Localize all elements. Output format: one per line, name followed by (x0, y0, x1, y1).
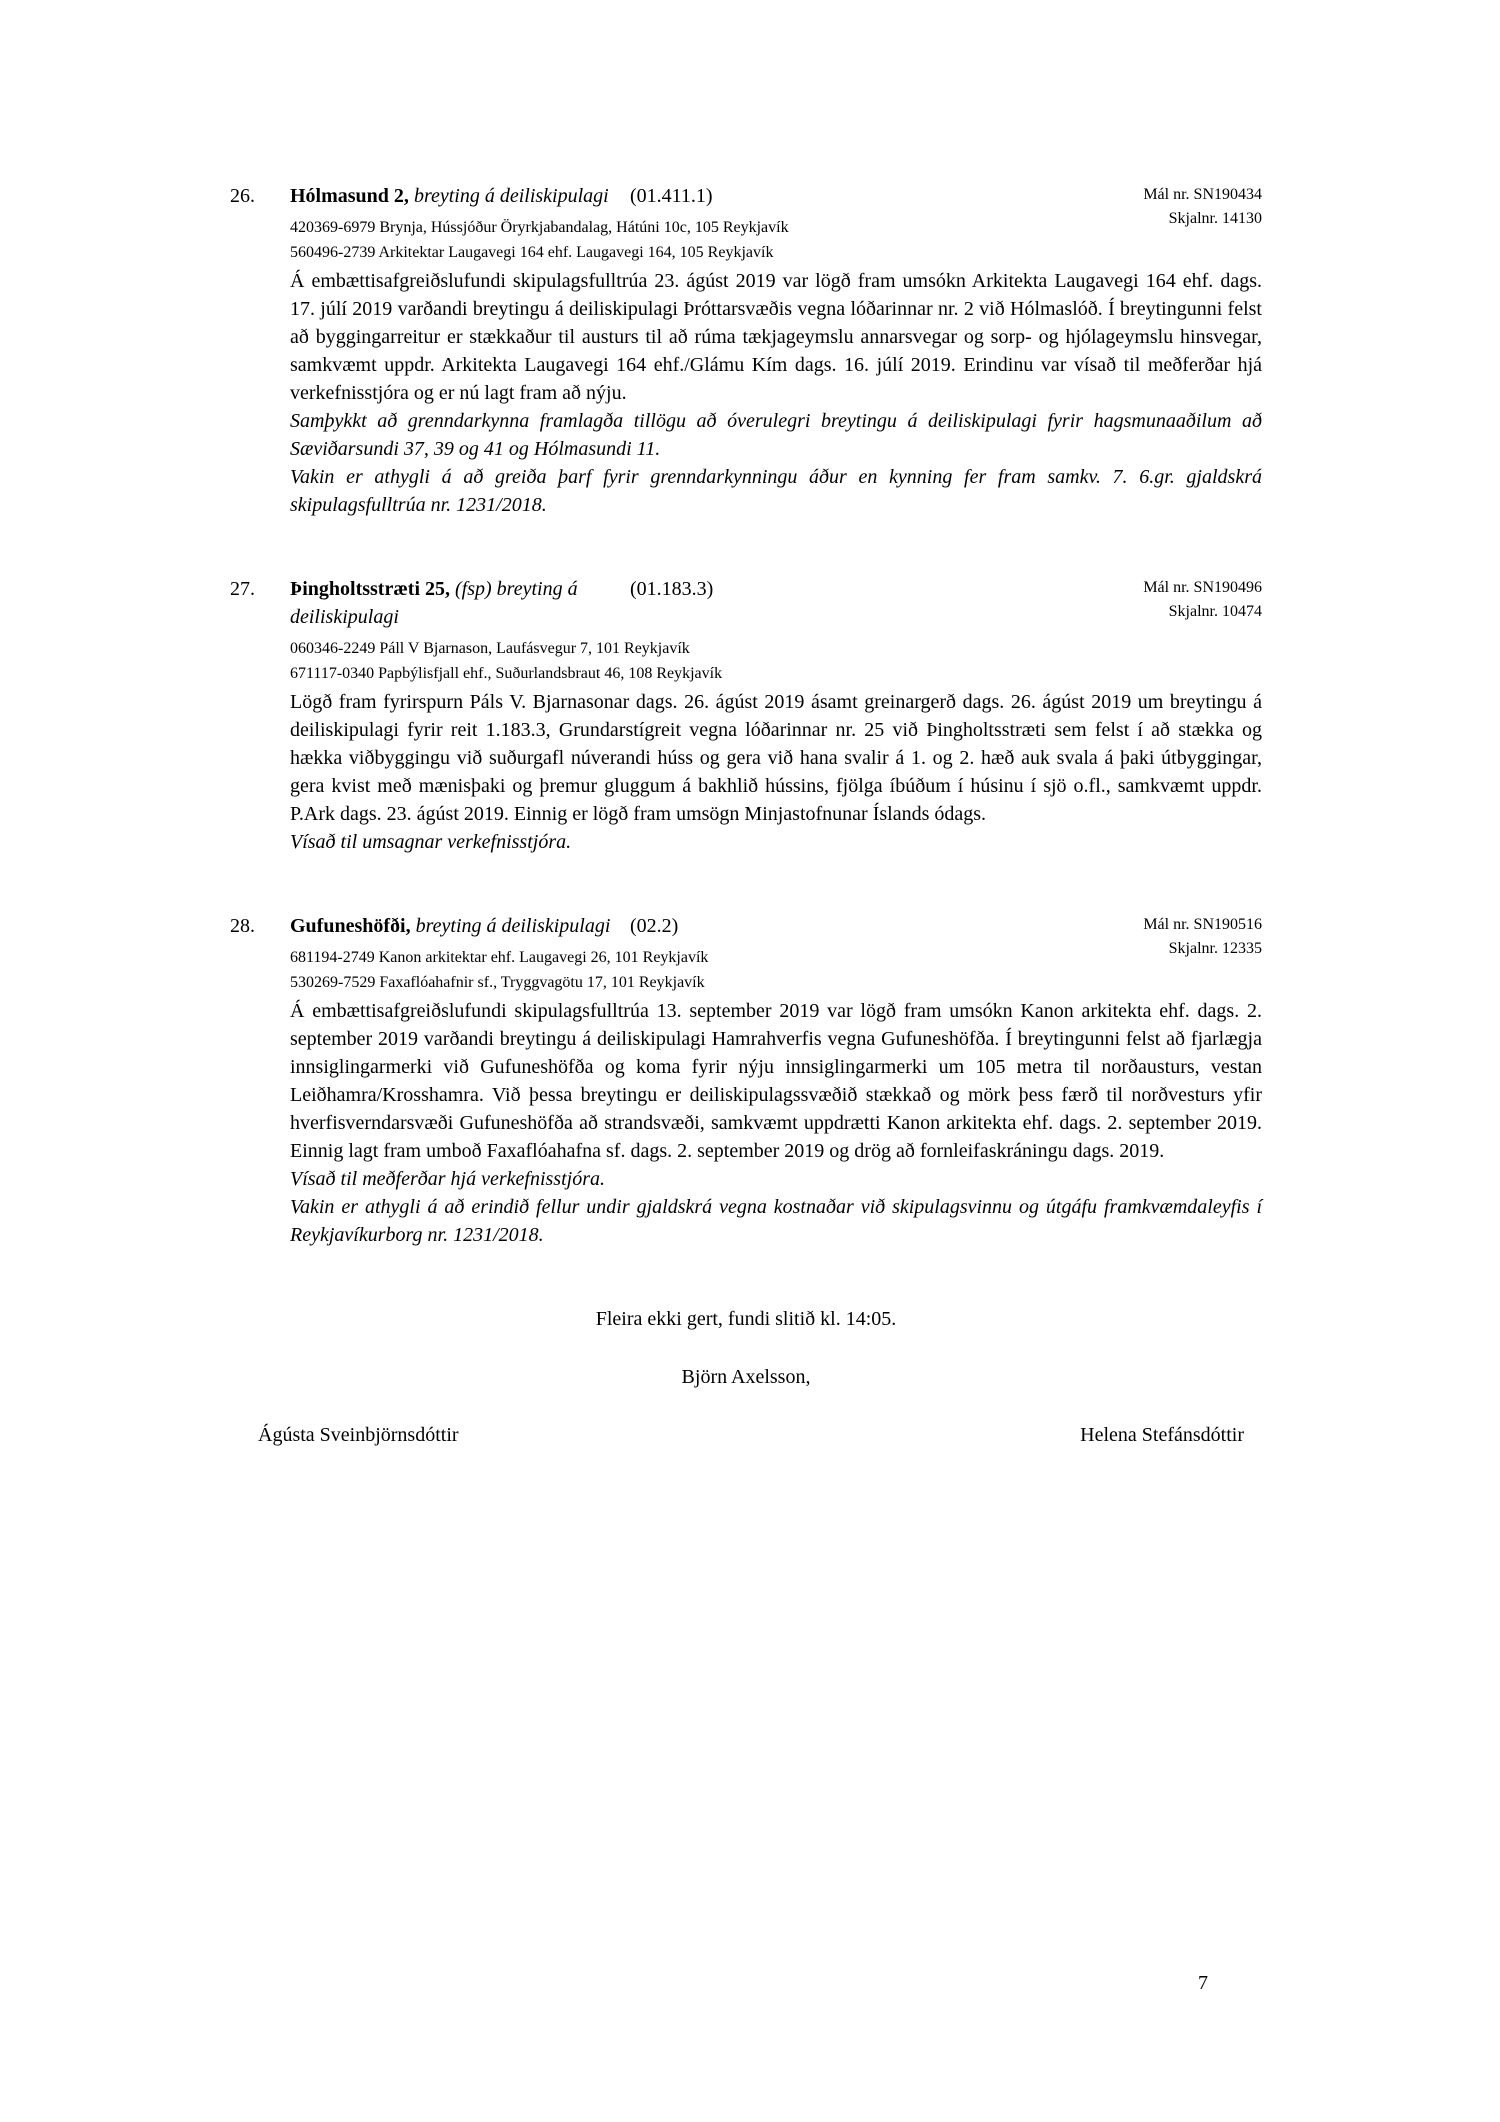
registrant-line: 060346-2249 Páll V Bjarnason, Laufásvegur 7, 101 Reykjavík (290, 640, 690, 657)
decision-paragraph: Samþykkt að grenndarkynna framlagða tillögu að óverulegri breytingu á deiliskipulagi fyrir hagsmunaaðilum að Sæviðarsundi 37, 39 og 41 og Hólmasundi 11. (290, 410, 1262, 460)
case-number: Mál nr. SN190496 (1143, 579, 1262, 596)
item-title-block (290, 182, 625, 210)
signature-right: Helena Stefánsdóttir (1080, 1424, 1244, 1446)
document-number: Skjalnr. 14130 (1168, 210, 1262, 227)
document-number: Skjalnr. 10474 (1168, 603, 1262, 620)
registrants (290, 215, 1262, 265)
registrant-line: 671117-0340 Papbýlisfjall ehf., Suðurlandsbraut 46, 108 Reykjavík (290, 665, 723, 682)
document-number: Skjalnr. 12335 (1168, 940, 1262, 957)
decision-paragraph: Vakin er athygli á að greiða þarf fyrir grenndarkynningu áður en kynning fer fram samkv. 7. 6.gr. gjaldskrá skipulagsfulltrúa nr. 1231/2018. (290, 466, 1262, 516)
case-number: Mál nr. SN190516 (1143, 916, 1262, 933)
item-subtitle: breyting á deiliskipulagi (415, 915, 611, 937)
signature-row (230, 1421, 1262, 1449)
item-header (230, 182, 1262, 227)
item-subtitle-line2: deiliskipulagi (290, 606, 399, 628)
minutes-item-28 (230, 912, 1262, 1249)
item-number: 27. (230, 578, 255, 600)
item-title: Gufuneshöfði, (290, 915, 411, 937)
item-number: 28. (230, 915, 255, 937)
signature-left: Ágústa Sveinbjörnsdóttir (258, 1424, 459, 1446)
case-reference (1143, 913, 1262, 961)
location-code: (01.183.3) (630, 578, 714, 600)
registrant-line: 420369-6979 Brynja, Hússjóður Öryrkjabandalag, Hátúni 10c, 105 Reykjavík (290, 219, 789, 236)
registrant-line: 681194-2749 Kanon arkitektar ehf. Laugavegi 26, 101 Reykjavík (290, 949, 709, 966)
item-title-block (290, 575, 625, 631)
item-body: Lögð fram fyrirspurn Páls V. Bjarnasonar dags. 26. ágúst 2019 ásamt greinargerð dags. 26. ágúst 2019 um breytingu á deiliskipulagi fyrir reit 1.183.3, Grundarstígreit vegna lóðarinnar nr. 25 við Þingholtsstræti sem felst í að stækka og hækka viðbyggingu við suðurgafl núverandi húss og gera við hana svalir á 1. og 2. hæð auk svala á þaki útbyggingar, gera kvist með mænisþaki og þremur gluggum á bakhlið hússins, fjölga íbúðum í húsinu í sjö o.fl., samkvæmt uppdr. P.Ark dags. 23. ágúst 2019. Einnig er lögð fram umsögn Minjastofnunar Íslands ódags. (290, 691, 1262, 825)
location-code: (02.2) (630, 915, 679, 937)
minutes-item-26 (230, 182, 1262, 519)
clerk-signature: Björn Axelsson, (681, 1366, 811, 1388)
registrant-line: 530269-7529 Faxaflóahafnir sf., Tryggvagötu 17, 101 Reykjavík (290, 974, 705, 991)
decision-paragraph: Vísað til meðferðar hjá verkefnisstjóra. (290, 1168, 605, 1190)
closing-statement: Fleira ekki gert, fundi slitið kl. 14:05. (595, 1308, 897, 1330)
case-reference (1143, 183, 1262, 231)
item-subtitle: (fsp) breyting á (455, 578, 578, 600)
location-code: (01.411.1) (630, 185, 713, 207)
item-body: Á embættisafgreiðslufundi skipulagsfulltrúa 13. september 2019 var lögð fram umsókn Kanon arkitekta ehf. dags. 2. september 2019 varðandi breytingu á deiliskipulagi Hamrahverfis vegna Gufuneshöfða. Í breytingunni felst að fjarlægja innsiglingarmerki við Gufuneshöfða og koma fyrir nýju innsiglingarmerki um 105 metra til norðausturs, vestan Leiðhamra/Krosshamra. Við þessa breytingu er deiliskipulagssvæðið stækkað og mörk þess færð til norðvesturs yfir hverfisverndarsvæði Gufuneshöfða að strandsvæði, samkvæmt uppdrætti Kanon arkitekta ehf. dags. 2. september 2019. Einnig lagt fram umboð Faxaflóahafna sf. dags. 2. september 2019 og drög að fornleifaskráningu dags. 2019. (290, 1000, 1262, 1162)
case-reference (1143, 576, 1262, 624)
case-number: Mál nr. SN190434 (1143, 186, 1262, 203)
page-number: 7 (1198, 1972, 1208, 1994)
registrant-line: 560496-2739 Arkitektar Laugavegi 164 ehf. Laugavegi 164, 105 Reykjavík (290, 244, 774, 261)
item-title: Þingholtsstræti 25, (290, 578, 450, 600)
registrants (290, 636, 1262, 686)
minutes-item-27 (230, 575, 1262, 856)
decision-paragraph: Vísað til umsagnar verkefnisstjóra. (290, 831, 572, 853)
item-body: Á embættisafgreiðslufundi skipulagsfulltrúa 23. ágúst 2019 var lögð fram umsókn Arkitekta Laugavegi 164 ehf. dags. 17. júlí 2019 varðandi breytingu á deiliskipulagi Þróttarsvæðis vegna lóðarinnar nr. 2 við Hólmaslóð. Í breytingunni felst að byggingarreitur er stækkaður til austurs til að rúma tækjageymslu annarsvegar og sorp- og hjólageymslu hinsvegar, samkvæmt uppdr. Arkitekta Laugavegi 164 ehf./Glámu Kím dags. 16. júlí 2019. Erindinu var vísað til meðferðar hjá verkefnisstjóra og er nú lagt fram að nýju. (290, 270, 1262, 404)
registrants (290, 945, 1262, 995)
item-title-block (290, 912, 625, 940)
item-header (230, 575, 1262, 631)
item-subtitle: breyting á deiliskipulagi (413, 185, 609, 207)
item-title: Hólmasund 2, (290, 185, 409, 207)
decision-paragraph: Vakin er athygli á að erindið fellur undir gjaldskrá vegna kostnaðar við skipulagsvinnu og útgáfu framkvæmdaleyfis í Reykjavíkurborg nr. 1231/2018. (290, 1196, 1262, 1246)
item-number: 26. (230, 185, 255, 207)
item-header (230, 912, 1262, 957)
